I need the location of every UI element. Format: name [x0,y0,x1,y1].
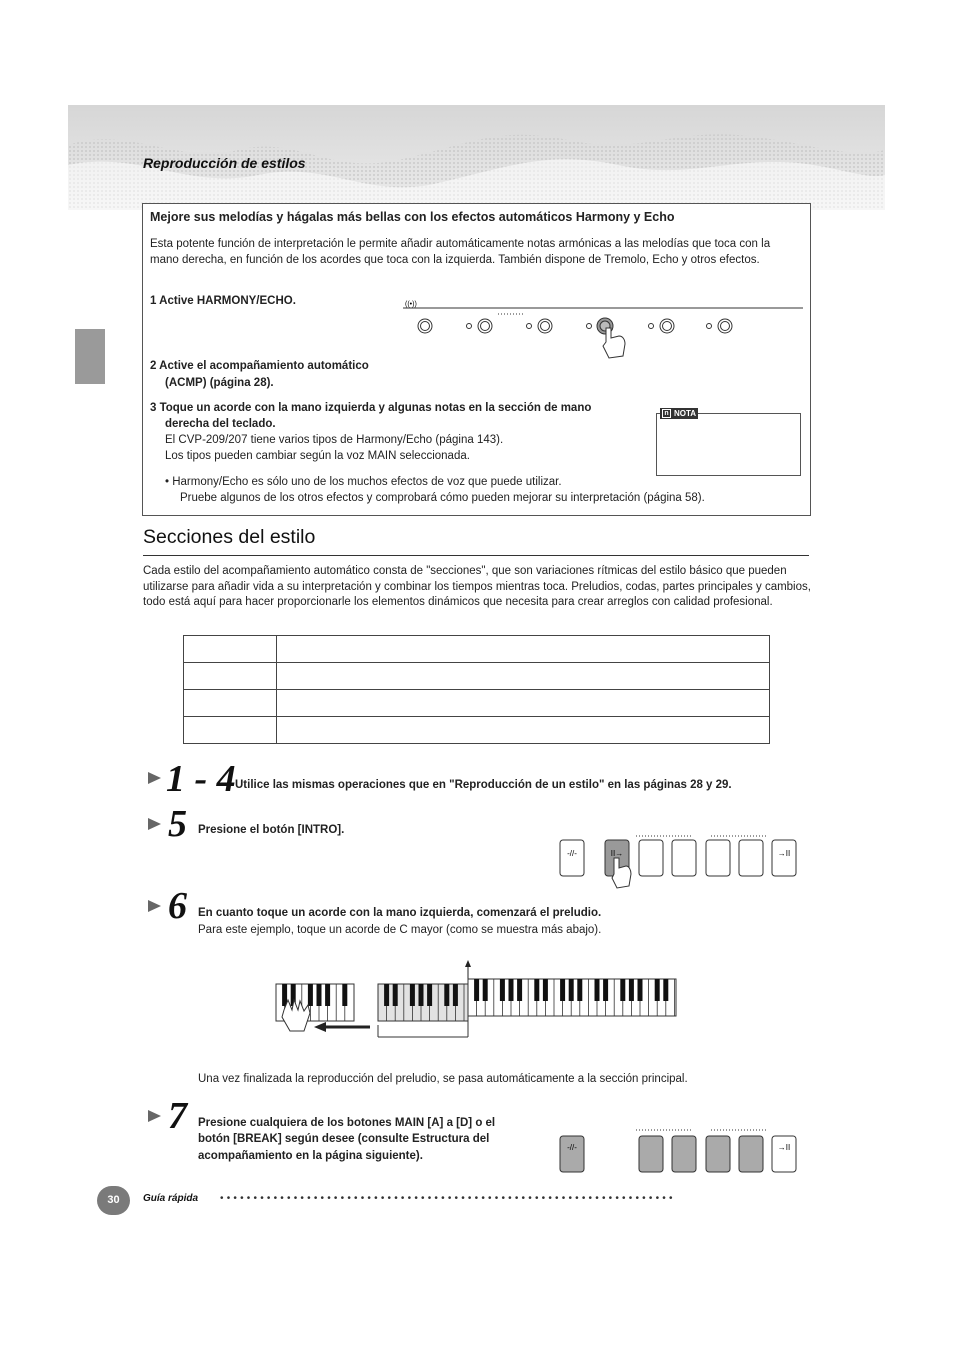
ending-button[interactable] [772,840,796,876]
black-key [620,979,625,1001]
black-key [410,984,415,1006]
section-rule [143,555,809,556]
panel-button-6[interactable] [707,319,733,333]
black-key [500,979,505,1001]
black-key [577,979,582,1001]
black-key [663,979,668,1001]
panel-button-1[interactable] [418,319,432,333]
nota-icon: n [662,409,671,418]
step-7-text-1: Presione cualquiera de los botones MAIN [A] a [D] o el [198,1117,496,1129]
black-key [393,984,398,1006]
section-intro: Cada estilo del acompañamiento automático consta de "secciones", que son variaciones rítmicas del estilo básico que pueden utilizarse para añadir vida a su interpretación y combinar los tiempos mientras toca. Preludios, codas, partes principales y cambios, todo está aquí para hacer proporcionarle los elementos dinámicos que necesita para crear arreglos con calidad profesional. [143,565,811,608]
table-cell [184,636,277,663]
black-key [444,984,449,1006]
step-number-1-4: 1 - 4 [166,758,236,800]
footer-label: Guía rápida [143,1193,199,1204]
svg-text:-//-: -//- [567,1143,577,1152]
pressing-hand-icon [603,328,625,358]
panel-button-2[interactable] [467,319,493,333]
style-section-buttons-intro [556,828,801,893]
panel-button-3[interactable] [527,319,553,333]
table-cell [184,663,277,690]
step-number-5: 5 [168,803,187,845]
svg-text:→II: →II [777,849,791,858]
table-cell [184,717,277,744]
table-row [184,690,770,717]
break-button[interactable] [772,1136,796,1172]
black-key [342,984,347,1006]
tip-step-3-cont: derecha del teclado. [165,418,276,430]
black-key [325,984,330,1006]
black-key [543,979,548,1001]
tip-step-3: 3 Toque un acorde con la mano izquierda y algunas notas en la sección de mano [150,402,592,414]
black-key [638,979,643,1001]
table-cell [277,636,770,663]
side-tab-marker [75,329,105,384]
step-6-after: Una vez finalizada la reproducción del preludio, se pasa automáticamente a la sección principal. [198,1073,688,1085]
tip-step-1: 1 Active HARMONY/ECHO. [150,295,296,307]
black-key [474,979,479,1001]
table-row [184,717,770,744]
svg-text:II→: II→ [610,849,624,858]
table-cell [277,690,770,717]
tip-step-3-note1: El CVP-209/207 tiene varios tipos de Harmony/Echo (página 143). [165,434,504,446]
black-key [517,979,522,1001]
keyboard-diagram [270,955,690,1045]
svg-text:→II: →II [777,1143,791,1152]
black-key [308,984,313,1006]
svg-text:((•)): ((•)) [405,301,417,308]
black-key [317,984,322,1006]
black-key [453,984,458,1006]
main-c-button[interactable] [706,840,730,876]
sections-table [183,635,770,744]
tip-body: Esta potente función de interpretación le permite añadir automáticamente notas armónicas a las melodías que toca con la mano derecha, en función de los acordes que toca con la izquierda. También dispone de Tremolo, Echo y otros efectos. [150,238,771,266]
black-key [603,979,608,1001]
main-d-button[interactable] [739,1136,763,1172]
step-6-text: En cuanto toque un acorde con la mano izquierda, comenzará el preludio. [198,907,602,919]
black-key [569,979,574,1001]
main-b-button[interactable] [672,1136,696,1172]
main-d-button[interactable] [739,840,763,876]
main-a-button[interactable] [639,840,663,876]
table-row [184,636,770,663]
step-arrow-icon [148,900,161,912]
step-1-4-text: Utilice las mismas operaciones que en "Reproducción de un estilo" en las páginas 28 y 29. [235,779,732,791]
style-section-buttons-main [556,1122,801,1177]
black-key [427,984,432,1006]
svg-text:-//-: -//- [567,849,577,858]
nota-badge: n NOTA [660,408,698,419]
step-arrow-icon [148,1110,161,1122]
table-cell [277,663,770,690]
harmony-echo-button-panel [403,298,803,368]
black-key [534,979,539,1001]
table-cell [277,717,770,744]
black-key [509,979,514,1001]
page-section-title: Reproducción de estilos [143,155,306,171]
black-key [595,979,600,1001]
step-arrow-icon [148,772,161,784]
black-key [483,979,488,1001]
tip-step-3-note2: Los tipos pueden cambiar según la voz MAIN seleccionada. [165,450,470,462]
step-6-subtext: Para este ejemplo, toque un acorde de C mayor (como se muestra más abajo). [198,924,602,936]
direction-arrow-icon [314,1022,370,1032]
step-number-7: 7 [168,1095,187,1137]
black-key [282,984,287,1006]
black-key [629,979,634,1001]
section-heading: Secciones del estilo [143,526,316,548]
table-row [184,663,770,690]
tip-title: Mejore sus melodías y hágalas más bellas con los efectos automáticos Harmony y Echo [150,210,675,224]
tip-bullet-cont: Pruebe algunos de los otros efectos y comprobará cómo pueden mejorar su interpretación (página 58). [180,492,705,504]
step-7-text-3: acompañamiento en la página siguiente). [198,1150,423,1162]
step-number-6: 6 [168,885,187,927]
black-key [655,979,660,1001]
table-cell [184,690,277,717]
main-c-button[interactable] [706,1136,730,1172]
page-number: 30 [97,1186,130,1215]
tip-bullet: • Harmony/Echo es sólo uno de los muchos efectos de voz que puede utilizar. [165,476,562,488]
footer-dotted-rule: •••••••••••••••••••••••••••••••••••••••••••••••••••••••••••••••••••• [220,1193,676,1204]
black-key [384,984,389,1006]
black-key [560,979,565,1001]
main-a-button[interactable] [639,1136,663,1172]
step-7-text-2: botón [BREAK] según desee (consulte Estructura del [198,1133,490,1145]
nota-box [656,413,801,476]
panel-button-5[interactable] [649,319,675,333]
sync-stop-button[interactable] [560,840,584,876]
main-b-button[interactable] [672,840,696,876]
step-arrow-icon [148,818,161,830]
sync-stop-button[interactable] [560,1136,584,1172]
step-5-text: Presione el botón [INTRO]. [198,824,345,836]
tip-step-2: 2 Active el acompañamiento automático [150,360,369,372]
black-key [419,984,424,1006]
tip-step-2-cont: (ACMP) (página 28). [165,377,274,389]
